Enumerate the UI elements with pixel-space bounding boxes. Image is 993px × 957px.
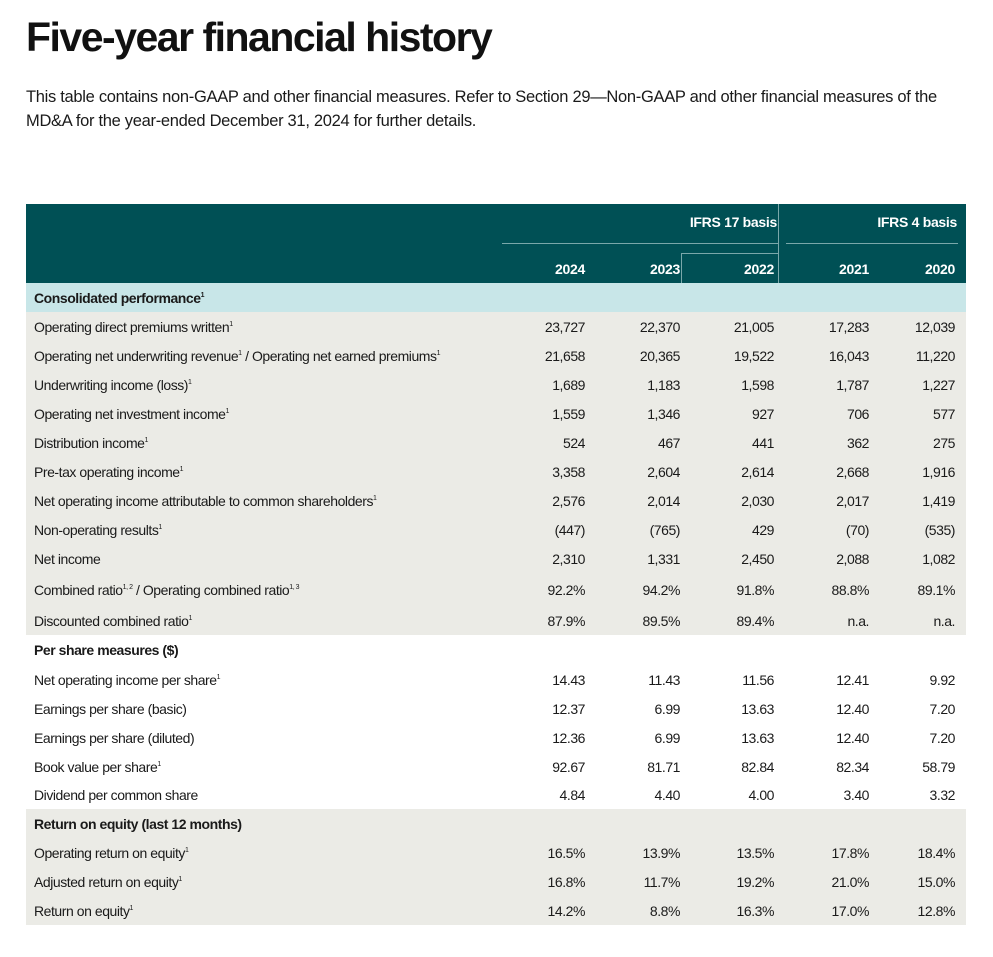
cell-value-2020: 1,916 xyxy=(922,463,955,480)
table-row xyxy=(26,723,966,752)
table-row xyxy=(26,867,966,896)
cell-value-2023: 1,183 xyxy=(647,376,680,393)
cell-value-2021: 17.0% xyxy=(831,902,869,919)
cell-value-2022: 13.63 xyxy=(741,700,774,717)
row-label xyxy=(34,874,182,890)
cell-value-2023: 94.2% xyxy=(642,581,680,598)
section-title-text: Consolidated performance xyxy=(34,289,201,306)
cell-value-2021: 3.40 xyxy=(843,787,869,803)
cell-value-2021: 12.41 xyxy=(836,671,869,688)
cell-value-2022: 11.56 xyxy=(742,671,774,688)
cell-value-2022: 441 xyxy=(751,434,774,451)
cell-value-2024: 1,689 xyxy=(552,376,585,393)
cell-value-2022: 13.5% xyxy=(736,844,774,861)
section-title-text: Return on equity (last 12 months) xyxy=(34,815,242,832)
footnote-marker: 1 xyxy=(144,436,148,444)
cell-value-2024: 16.5% xyxy=(547,844,585,861)
cell-value-2021: 16,043 xyxy=(828,347,869,364)
footnote-marker: 1, 2 xyxy=(122,583,133,591)
table-row xyxy=(26,341,966,370)
table-body xyxy=(26,283,966,925)
cell-value-2023: 1,331 xyxy=(647,550,680,567)
cell-value-2021: 88.8% xyxy=(831,581,869,598)
row-label xyxy=(34,730,194,746)
cell-value-2022: 13.63 xyxy=(741,729,774,746)
cell-value-2020: 89.1% xyxy=(917,581,955,598)
row-label xyxy=(34,377,191,393)
row-label-text: Net operating income attributable to common shareholders xyxy=(34,492,373,509)
section-title xyxy=(34,816,242,832)
table-row xyxy=(26,896,966,925)
cell-value-2020: 58.79 xyxy=(922,758,955,775)
header-divider-ifrs17 xyxy=(502,243,778,244)
cell-value-2023: (765) xyxy=(649,521,680,538)
section-title xyxy=(34,642,178,658)
cell-value-2021: 17,283 xyxy=(828,318,869,335)
section-header xyxy=(26,809,966,838)
cell-value-2024: 92.67 xyxy=(552,758,585,775)
cell-value-2021: 2,017 xyxy=(836,492,869,509)
footnote-marker: 1 xyxy=(188,614,192,622)
row-label-text: Return on equity xyxy=(34,902,130,919)
row-label-text: Book value per share xyxy=(34,758,158,775)
table-row xyxy=(26,312,966,341)
row-label xyxy=(34,701,187,717)
row-label xyxy=(34,903,133,919)
cell-value-2020: n.a. xyxy=(933,612,955,629)
row-label-text: Earnings per share (diluted) xyxy=(34,729,195,746)
intro-paragraph: This table contains non-GAAP and other financial measures. Refer to Section 29—Non-GAAP and other financial measures of the MD&A for the year-ended December 31, 2024 for further details. xyxy=(26,88,937,130)
section-header xyxy=(26,283,966,312)
row-label-text: Operating direct premiums written xyxy=(34,318,230,335)
row-label xyxy=(34,406,229,422)
row-label-text-secondary: / Operating combined ratio xyxy=(132,581,290,598)
financial-history-table xyxy=(26,204,966,925)
row-label-text: Dividend per common share xyxy=(34,787,198,803)
footnote-marker: 1 xyxy=(129,904,133,912)
cell-value-2022: 2,450 xyxy=(741,550,774,567)
cell-value-2023: 13.9% xyxy=(642,844,680,861)
cell-value-2024: 12.36 xyxy=(552,729,585,746)
cell-value-2024: 16.8% xyxy=(547,873,585,890)
cell-value-2023: 2,014 xyxy=(647,492,680,509)
row-label xyxy=(34,759,161,775)
row-label-text: Distribution income xyxy=(34,434,145,451)
cell-value-2024: 3,358 xyxy=(552,463,585,480)
cell-value-2021: 17.8% xyxy=(831,844,869,861)
cell-value-2021: 2,668 xyxy=(836,463,869,480)
cell-value-2021: 706 xyxy=(846,405,869,422)
footnote-marker: 1 xyxy=(373,494,377,502)
ifrs17-basis-label: IFRS 17 basis xyxy=(689,214,777,230)
cell-value-2021: 82.34 xyxy=(836,758,869,775)
cell-value-2024: 2,310 xyxy=(552,550,585,567)
row-label xyxy=(34,551,100,567)
year-2020: 2020 xyxy=(925,261,955,277)
row-label-text: Operating net underwriting revenue xyxy=(34,347,239,364)
row-label-text: Non-operating results xyxy=(34,521,159,538)
cell-value-2023: 11.7% xyxy=(643,873,680,890)
cell-value-2024: 4.84 xyxy=(559,787,585,803)
cell-value-2024: 12.37 xyxy=(552,700,585,717)
table-row xyxy=(26,544,966,573)
cell-value-2021: 12.40 xyxy=(836,729,869,746)
cell-value-2023: 6.99 xyxy=(654,729,680,746)
row-label xyxy=(34,319,233,335)
footnote-marker: 1 xyxy=(184,846,189,854)
footnote-marker: 1 xyxy=(436,349,441,357)
cell-value-2023: 89.5% xyxy=(642,612,680,629)
year-divider xyxy=(681,253,778,254)
cell-value-2023: 2,604 xyxy=(647,463,680,480)
cell-value-2023: 20,365 xyxy=(639,347,680,364)
cell-value-2022: 2,030 xyxy=(741,492,774,509)
cell-value-2022: 91.8% xyxy=(736,581,774,598)
table-row xyxy=(26,457,966,486)
cell-value-2024: 524 xyxy=(562,434,585,451)
footnote-marker: 1 xyxy=(179,465,184,473)
cell-value-2021: 21.0% xyxy=(831,873,869,890)
year-2022: 2022 xyxy=(744,261,774,277)
cell-value-2020: 275 xyxy=(932,434,955,451)
footnote-marker: 1 xyxy=(157,760,161,768)
table-row xyxy=(26,781,966,809)
cell-value-2023: 6.99 xyxy=(654,700,680,717)
cell-value-2024: 23,727 xyxy=(544,318,585,335)
section-title xyxy=(34,290,204,306)
cell-value-2024: 21,658 xyxy=(544,347,585,364)
cell-value-2020: 18.4% xyxy=(917,844,955,861)
cell-value-2023: 467 xyxy=(657,434,680,451)
table-row xyxy=(26,694,966,723)
row-label-text: Operating return on equity xyxy=(34,844,185,861)
cell-value-2022: 21,005 xyxy=(733,318,774,335)
footnote-marker: 1 xyxy=(158,523,162,531)
cell-value-2020: 1,082 xyxy=(922,550,955,567)
row-label xyxy=(34,672,220,688)
year-2021: 2021 xyxy=(839,261,869,277)
row-label xyxy=(34,522,162,538)
cell-value-2020: 1,419 xyxy=(922,492,955,509)
cell-value-2024: 14.43 xyxy=(552,671,585,688)
cell-value-2020: 3.32 xyxy=(929,787,955,803)
footnote-marker: 1 xyxy=(238,349,242,357)
row-label-text: Pre-tax operating income xyxy=(34,463,180,480)
row-label-text: Discounted combined ratio xyxy=(34,612,189,629)
row-label xyxy=(34,464,183,480)
cell-value-2022: 927 xyxy=(751,405,774,422)
table-header xyxy=(26,204,966,283)
cell-value-2024: 2,576 xyxy=(552,492,585,509)
cell-value-2024: (447) xyxy=(554,521,585,538)
footnote-marker: 1 xyxy=(200,291,205,299)
cell-value-2022: 429 xyxy=(751,521,774,538)
cell-value-2022: 16.3% xyxy=(736,902,774,919)
section-header xyxy=(26,635,966,665)
ifrs4-basis-label: IFRS 4 basis xyxy=(877,214,957,230)
footnote-marker: 1 xyxy=(216,673,221,681)
cell-value-2022: 89.4% xyxy=(736,612,774,629)
row-label xyxy=(34,613,192,629)
section-title-text: Per share measures ($) xyxy=(34,642,179,658)
row-label-text: Adjusted return on equity xyxy=(34,873,179,890)
table-row xyxy=(26,573,966,606)
year-2023: 2023 xyxy=(650,261,680,277)
table-row xyxy=(26,606,966,635)
cell-value-2020: 577 xyxy=(932,405,955,422)
cell-value-2020: (535) xyxy=(924,521,955,538)
table-row xyxy=(26,752,966,781)
cell-value-2023: 8.8% xyxy=(649,902,680,919)
cell-value-2020: 7.20 xyxy=(929,700,955,717)
row-label xyxy=(34,787,198,803)
table-row xyxy=(26,838,966,867)
row-label-text: Earnings per share (basic) xyxy=(34,700,187,717)
cell-value-2020: 1,227 xyxy=(922,376,955,393)
footnote-marker: 1 xyxy=(229,320,233,328)
cell-value-2020: 7.20 xyxy=(929,729,955,746)
footnote-marker: 1, 3 xyxy=(289,583,300,591)
cell-value-2024: 92.2% xyxy=(547,581,585,598)
cell-value-2023: 1,346 xyxy=(647,405,680,422)
row-label-text: Net income xyxy=(34,550,101,567)
header-divider-ifrs4 xyxy=(786,243,958,244)
year-separator xyxy=(681,253,682,283)
cell-value-2021: n.a. xyxy=(847,612,869,629)
cell-value-2020: 11,220 xyxy=(915,347,955,364)
row-label-text-secondary: / Operating net earned premiums xyxy=(241,347,437,364)
table-row xyxy=(26,399,966,428)
cell-value-2023: 4.40 xyxy=(654,787,680,803)
cell-value-2024: 14.2% xyxy=(547,902,585,919)
basis-separator xyxy=(778,204,779,283)
table-row xyxy=(26,486,966,515)
cell-value-2022: 2,614 xyxy=(741,463,774,480)
cell-value-2023: 11.43 xyxy=(648,671,680,688)
row-label-text: Combined ratio xyxy=(34,581,123,598)
row-label xyxy=(34,348,440,364)
row-label-text: Net operating income per share xyxy=(34,671,217,688)
row-label xyxy=(34,582,299,598)
cell-value-2021: 12.40 xyxy=(836,700,869,717)
cell-value-2021: 1,787 xyxy=(836,376,869,393)
cell-value-2021: 2,088 xyxy=(836,550,869,567)
cell-value-2022: 19,522 xyxy=(733,347,774,364)
cell-value-2020: 12.8% xyxy=(917,902,955,919)
page-title: Five-year financial history xyxy=(26,14,492,60)
table-row xyxy=(26,515,966,544)
cell-value-2021: (70) xyxy=(845,521,869,538)
row-label-text: Underwriting income (loss) xyxy=(34,376,189,393)
footnote-marker: 1 xyxy=(225,407,229,415)
cell-value-2020: 12,039 xyxy=(914,318,955,335)
cell-value-2024: 1,559 xyxy=(552,405,585,422)
cell-value-2021: 362 xyxy=(846,434,869,451)
cell-value-2024: 87.9% xyxy=(547,612,585,629)
footnote-marker: 1 xyxy=(178,875,182,883)
cell-value-2022: 82.84 xyxy=(741,758,774,775)
row-label xyxy=(34,845,188,861)
table-row xyxy=(26,665,966,694)
table-row xyxy=(26,370,966,399)
footnote-marker: 1 xyxy=(188,378,192,386)
row-label-text: Operating net investment income xyxy=(34,405,226,422)
cell-value-2020: 9.92 xyxy=(929,671,955,688)
cell-value-2022: 19.2% xyxy=(736,873,774,890)
cell-value-2022: 1,598 xyxy=(741,376,774,393)
cell-value-2023: 81.71 xyxy=(647,758,680,775)
row-label xyxy=(34,435,148,451)
row-label xyxy=(34,493,376,509)
year-2024: 2024 xyxy=(555,261,585,277)
cell-value-2020: 15.0% xyxy=(917,873,955,890)
cell-value-2022: 4.00 xyxy=(748,787,774,803)
table-row xyxy=(26,428,966,457)
cell-value-2023: 22,370 xyxy=(639,318,680,335)
